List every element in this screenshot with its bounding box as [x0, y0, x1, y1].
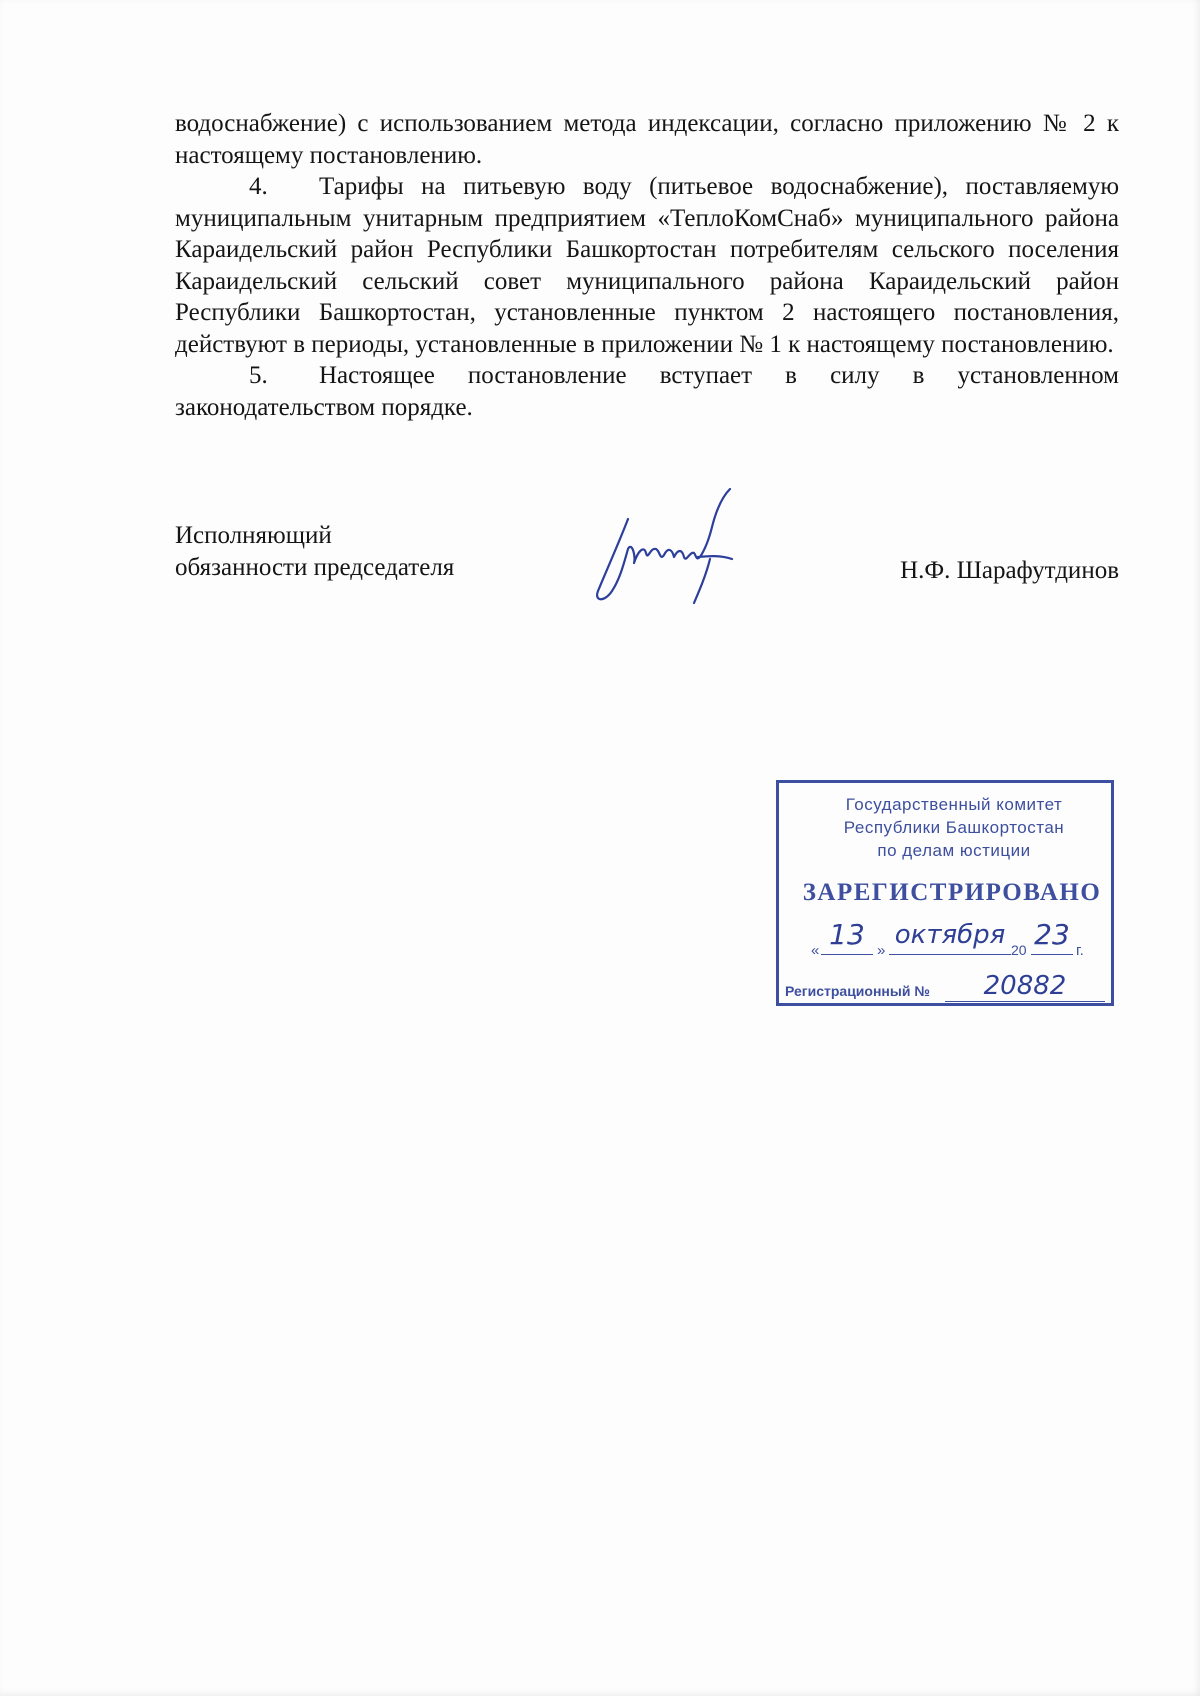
paragraph-text: Настоящее постановление вступает в силу в установленном законодательством порядке.: [175, 362, 1119, 421]
stamp-registered-title: ЗАРЕГИСТРИРОВАНО: [802, 879, 1102, 906]
paragraph-item-4: [175, 171, 1119, 360]
signatory-name: Н.Ф. Шарафутдинов: [900, 557, 1119, 584]
stamp-reg-label: Регистрационный №: [785, 983, 930, 999]
stamp-header-line-1: Государственный комитет: [845, 795, 1063, 814]
stamp-header: [779, 793, 1111, 862]
stamp-year-prefix: 20: [1011, 942, 1027, 958]
stamp-header-line-3: по делам юстиции: [877, 841, 1031, 860]
stamp-quote-close: »: [877, 942, 886, 959]
document-body: [175, 108, 1119, 423]
handwritten-signature: [590, 485, 740, 610]
stamp-header-line-2: Республики Башкортостан: [843, 818, 1065, 837]
stamp-date-month: октября: [889, 916, 1011, 955]
paragraph-text: Тарифы на питьевую воду (питьевое водоснабжение), поставляемую муниципальным унитарным предприятием «ТеплоКомСнаб» муниципального района Караидельский район Республики Башкортостан потребителям сельского поселения Караидельский сельский совет муниципального района Караидельский район Республики Башкортостан, установленные пунктом 2 настоящего постановления, действуют в периоды, установленные в приложении № 1 к настоящему постановлению.: [175, 173, 1119, 358]
stamp-year-suffix: г.: [1076, 942, 1084, 959]
registration-stamp: [776, 780, 1114, 1006]
signatory-role-line-1: Исполняющий: [175, 522, 332, 549]
stamp-reg-number: 20882: [945, 971, 1105, 1002]
signatory-role-line-2: обязанности председателя: [175, 553, 455, 581]
item-number: 4.: [249, 173, 268, 200]
signature-block: [175, 520, 1119, 640]
paragraph-text: водоснабжение) с использованием метода индексации, согласно приложению № 2 к настоящему постановлению.: [175, 110, 1119, 169]
stamp-date-year: 23: [1031, 916, 1073, 955]
stamp-date-day: 13: [821, 916, 873, 955]
signatory-role: [175, 520, 535, 583]
paragraph-continuation: [175, 108, 1119, 171]
stamp-registration-number: [785, 971, 1105, 1005]
paragraph-item-5: [175, 360, 1119, 423]
item-number: 5.: [249, 362, 268, 389]
stamp-quote-open: «: [811, 942, 820, 959]
stamp-registration-date: [811, 916, 1111, 966]
